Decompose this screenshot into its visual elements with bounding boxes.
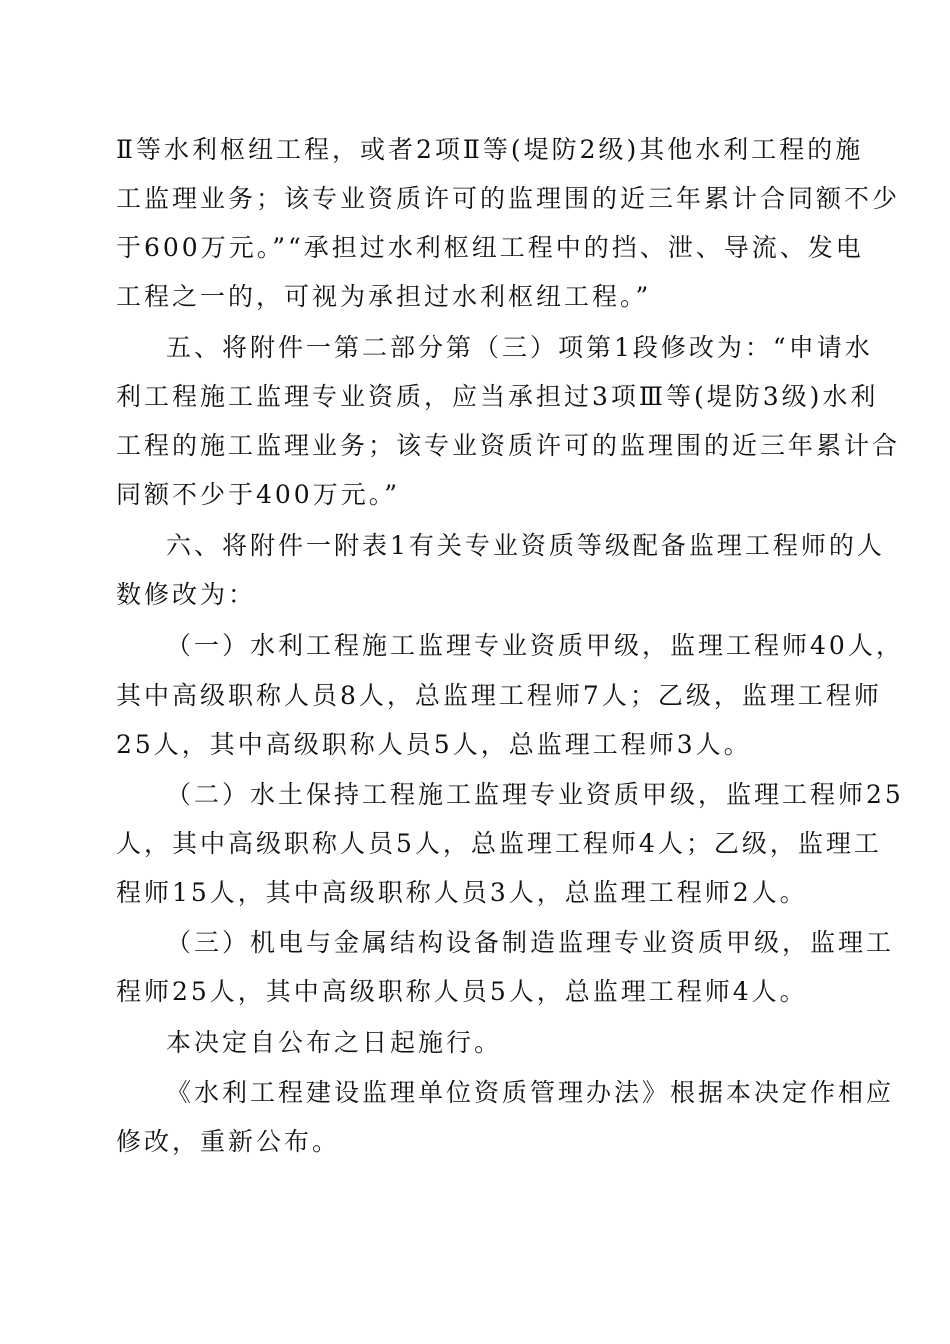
paragraph-line: 工程之一的，可视为承担过水利枢纽工程。” xyxy=(116,282,652,311)
paragraph-line: 程师15人，其中高级职称人员3人，总监理工程师2人。 xyxy=(116,878,808,907)
paragraph-line: 其中高级职称人员8人，总监理工程师7人；乙级，监理工程师 xyxy=(116,681,882,710)
paragraph-line: 修改，重新公布。 xyxy=(116,1127,341,1156)
paragraph-line: 程师25人，其中高级职称人员5人，总监理工程师4人。 xyxy=(116,977,808,1006)
paragraph-line: 同额不少于400万元。” xyxy=(116,480,400,509)
paragraph-line: 《水利工程建设监理单位资质管理办法》根据本决定作相应 xyxy=(166,1078,895,1107)
paragraph-line: Ⅱ等水利枢纽工程，或者2项Ⅱ等(堤防2级)其他水利工程的施 xyxy=(116,135,864,164)
paragraph-line: 利工程施工监理专业资质，应当承担过3项Ⅲ等(堤防3级)水利 xyxy=(116,382,879,411)
paragraph-line: 工程的施工监理业务；该专业资质许可的监理围的近三年累计合 xyxy=(116,431,901,460)
paragraph-line: 25人，其中高级职称人员5人，总监理工程师3人。 xyxy=(116,730,752,759)
paragraph-line: 于600万元。”“承担过水利枢纽工程中的挡、泄、导流、发电 xyxy=(116,233,864,262)
paragraph-line: （二）水土保持工程施工监理专业资质甲级，监理工程师25 xyxy=(166,780,904,809)
paragraph-line: （一）水利工程施工监理专业资质甲级，监理工程师40人， xyxy=(166,631,904,660)
paragraph-line: 数修改为： xyxy=(116,580,257,609)
paragraph-line: 人，其中高级职称人员5人，总监理工程师4人；乙级，监理工 xyxy=(116,829,882,858)
paragraph-line: 工监理业务；该专业资质许可的监理围的近三年累计合同额不少 xyxy=(116,184,901,213)
paragraph-line: （三）机电与金属结构设备制造监理专业资质甲级，监理工 xyxy=(166,928,895,957)
paragraph-line: 六、将附件一附表1有关专业资质等级配备监理工程师的人 xyxy=(166,531,885,560)
paragraph-line: 五、将附件一第二部分第（三）项第1段修改为：“申请水 xyxy=(166,333,873,362)
paragraph-line: 本决定自公布之日起施行。 xyxy=(166,1028,503,1057)
